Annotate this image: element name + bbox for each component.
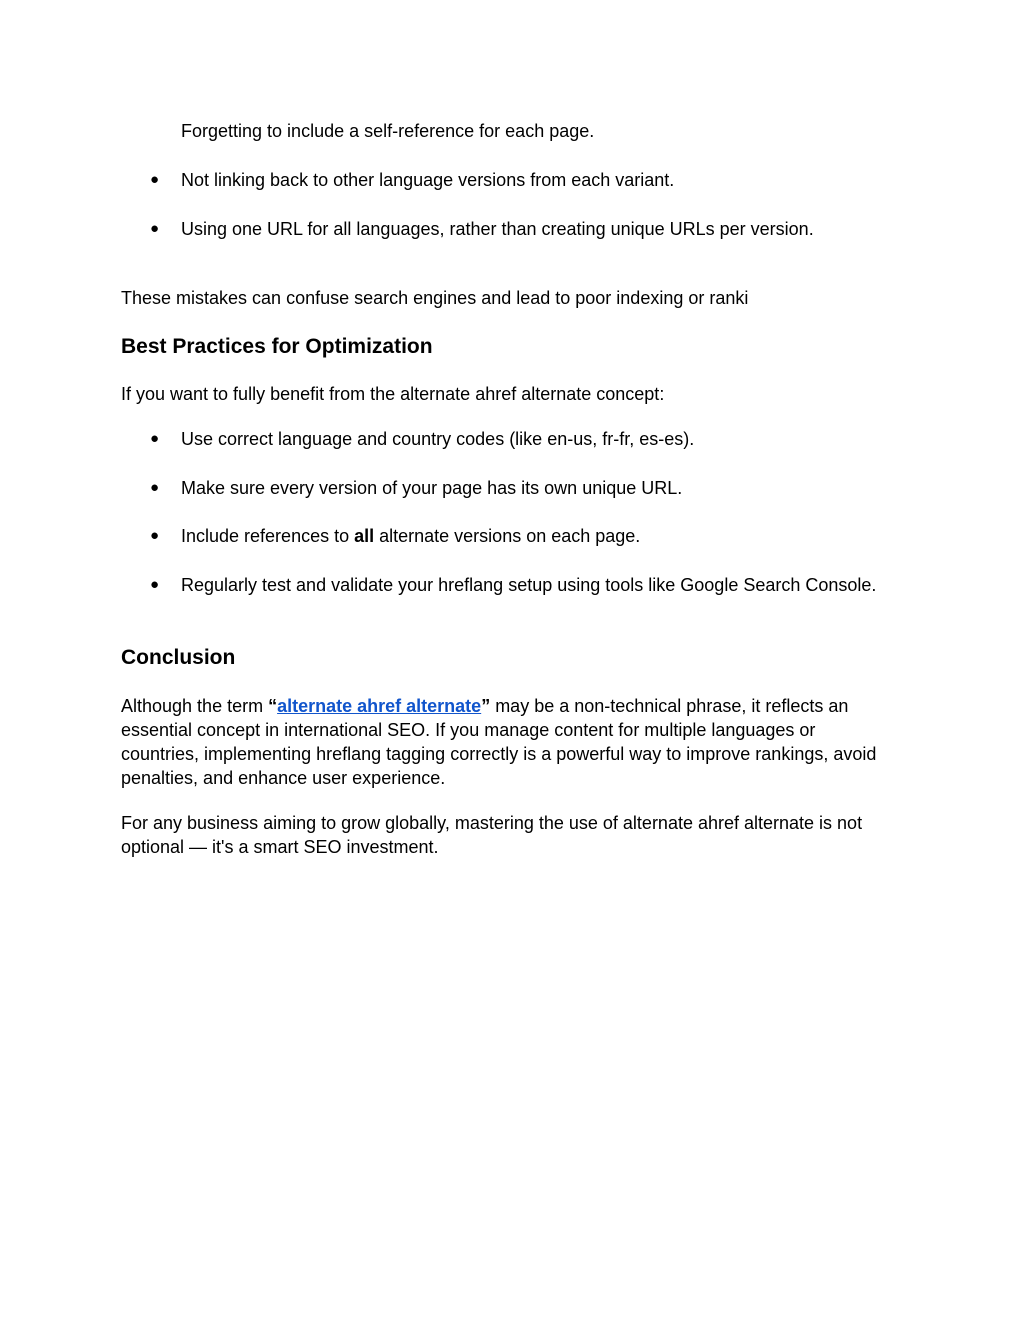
- mistakes-summary: These mistakes can confuse search engines and lead to poor indexing or ranki: [121, 288, 749, 308]
- section-heading-best-practices: Best Practices for Optimization: [121, 335, 433, 358]
- list-item: Use correct language and country codes (like en-us, fr-fr, es-es).: [181, 429, 695, 449]
- bullet-icon: ●: [150, 479, 160, 496]
- paragraph-text: may be a non-technical phrase, it reflects an: [490, 696, 849, 716]
- conclusion-paragraph-line: penalties, and enhance user experience.: [121, 768, 446, 788]
- conclusion-paragraph-line: For any business aiming to grow globally, mastering the use of alternate ahref alternate is not: [121, 813, 863, 833]
- bullet-icon: ●: [150, 576, 160, 593]
- alternate-ahref-link[interactable]: alternate ahref alternate: [277, 696, 482, 716]
- list-item-text: alternate versions on each page.: [374, 526, 641, 546]
- conclusion-paragraph-line: optional — it's a smart SEO investment.: [121, 837, 439, 857]
- list-item: Regularly test and validate your hreflang setup using tools like Google Search Console.: [181, 575, 877, 595]
- bullet-icon: ●: [150, 171, 160, 188]
- bullet-icon: ●: [150, 430, 160, 447]
- conclusion-paragraph-line: essential concept in international SEO. If you manage content for multiple languages or: [121, 720, 816, 740]
- bullet-icon: ●: [150, 220, 160, 237]
- list-item: Make sure every version of your page has its own unique URL.: [181, 478, 683, 498]
- open-quote: “: [268, 696, 278, 716]
- best-practices-intro: If you want to fully benefit from the alternate ahref alternate concept:: [121, 384, 665, 404]
- conclusion-paragraph-line: countries, implementing hreflang tagging correctly is a powerful way to improve rankings, avoid: [121, 744, 877, 764]
- list-item: Not linking back to other language versions from each variant.: [181, 170, 675, 190]
- close-quote: ”: [481, 696, 491, 716]
- section-heading-conclusion: Conclusion: [121, 646, 236, 669]
- list-item-text: Include references to: [181, 526, 355, 546]
- paragraph-text: Although the term: [121, 696, 269, 716]
- bullet-icon: ●: [150, 527, 160, 544]
- list-item: Using one URL for all languages, rather than creating unique URLs per version.: [181, 219, 814, 239]
- conclusion-paragraph-line: [121, 694, 848, 718]
- emphasis-text: all: [354, 526, 375, 546]
- list-item: [181, 524, 640, 548]
- list-item-continued: Forgetting to include a self-reference for each page.: [181, 121, 595, 141]
